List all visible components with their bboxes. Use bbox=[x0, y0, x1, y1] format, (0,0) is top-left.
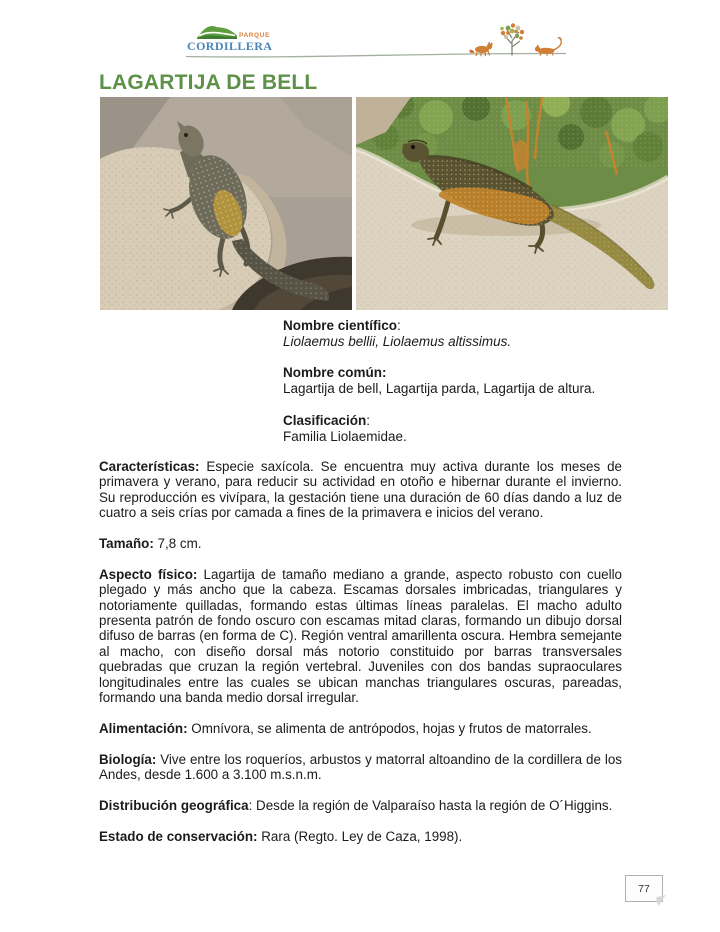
info-value: Familia Liolaemidae. bbox=[283, 428, 407, 444]
section-estado-conservacion: Estado de conservación: Rara (Regto. Ley de Caza, 1998). bbox=[99, 828, 463, 844]
logo-word-cordillera: CORDILLERA bbox=[187, 39, 273, 53]
info-classification: Clasificación: Familia Liolaemidae. bbox=[283, 413, 622, 445]
info-value: Liolaemus bellii, Liolaemus altissimus. bbox=[283, 333, 512, 349]
lizard-photo-left bbox=[100, 97, 352, 310]
info-label: Nombre científico bbox=[283, 318, 398, 333]
lizard-photo-right bbox=[356, 97, 668, 310]
section-caracteristicas: Características: Especie saxícola. Se encuentra muy activa durante los meses de primavera y verano, para reducir su actividad en otoño e hibernar durante el invierno. Su reproducción es vivípara, la gestación tiene una duración de 60 días dando a luz de cuatro a seis crías por camada a fines de la primavera e inicios del verano. bbox=[99, 459, 622, 521]
section-aspecto-fisico: Aspecto físico: Lagartija de tamaño mediano a grande, aspecto robusto con cuello plegado y más ancho que la cabeza. Escamas dorsales imbricadas, triangulares y notoriamente quilladas, formando estas últimas líneas paralelas. El macho adulto presenta patrón de fondo oscuro con escamas mitad claras, formando un dibujo dorsal difuso de barras (en forma de C). Región ventral amarillenta oscura. Hembra semejante al macho, con diseño dorsal más notorio constituido por barras transversales quebradas que cruzan la región vertebral. Juveniles con dos bandas supraoculares longitudinales entre las cuales se ubican manchas triangulares oscuras, pareadas, formando una banda medio dorsal irregular. bbox=[99, 566, 623, 706]
photo-strip bbox=[100, 97, 668, 310]
info-label: Nombre común: bbox=[283, 365, 387, 381]
info-common-name bbox=[283, 365, 622, 397]
logo-mountain-icon bbox=[197, 23, 237, 40]
info-value: Lagartija de bell, Lagartija parda, Lagartija de altura. bbox=[283, 381, 596, 397]
page-fold-icon bbox=[656, 895, 668, 906]
page-title: LAGARTIJA DE BELL bbox=[99, 71, 318, 94]
section-distribucion-geografica: Distribución geográfica: Desde la región de Valparaíso hasta la región de O´Higgins. bbox=[99, 797, 613, 813]
section-tamano: Tamaño: 7,8 cm. bbox=[99, 536, 202, 552]
tree-icon bbox=[500, 23, 524, 55]
species-info-block bbox=[283, 318, 622, 460]
section-biologia: Biología: Vive entre los roqueríos, arbustos y matorral altoandino de la cordillera de los Andes, desde 1.600 a 3.100 m.s.n.m. bbox=[99, 751, 622, 783]
section-alimentacion: Alimentación: Omnívora, se alimenta de antrópodos, hojas y frutos de matorrales. bbox=[99, 720, 592, 736]
header-rule-line bbox=[186, 53, 566, 56]
description-sections bbox=[99, 459, 622, 859]
logo-word-parque: PARQUE bbox=[239, 32, 270, 39]
page-number-badge bbox=[625, 875, 663, 902]
info-label: Clasificación bbox=[283, 412, 367, 428]
page-number: 77 bbox=[638, 882, 650, 895]
info-scientific-name: Nombre científico: Liolaemus bellii, Liolaemus altissimus. bbox=[283, 318, 622, 350]
parque-cordillera-logo bbox=[187, 23, 277, 53]
